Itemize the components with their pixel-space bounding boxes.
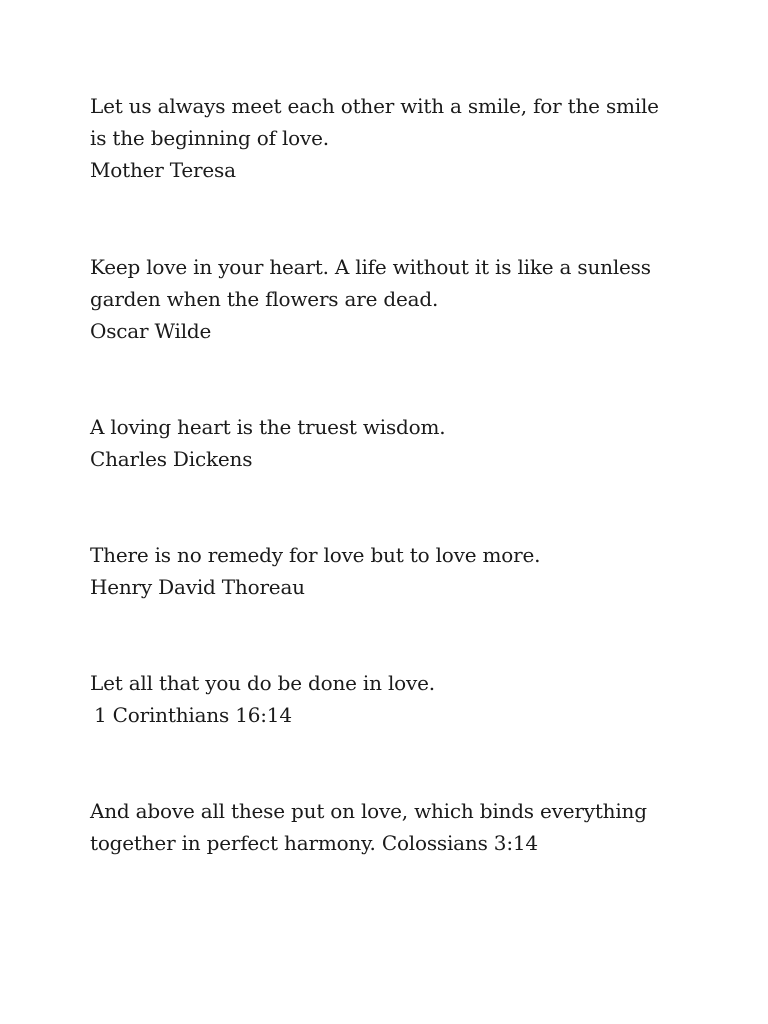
quote-block <box>90 251 651 347</box>
quote-text-line: Let us always meet each other with a smile, for the smile <box>90 94 659 118</box>
quote-text-line: Keep love in your heart. A life without it is like a sunless <box>90 255 651 279</box>
quote-block <box>90 411 445 475</box>
quote-text-line: garden when the flowers are dead. <box>90 287 439 311</box>
quote-attribution: Oscar Wilde <box>90 319 212 343</box>
quote-attribution: Mother Teresa <box>90 158 236 182</box>
quote-block <box>90 795 647 859</box>
quote-text-line: is the beginning of love. <box>90 126 329 150</box>
quote-text-line: together in perfect harmony. Colossians 3:14 <box>90 831 538 855</box>
quote-attribution: Henry David Thoreau <box>90 575 305 599</box>
quote-block <box>90 90 659 186</box>
quote-block <box>90 539 540 603</box>
quote-text-line: There is no remedy for love but to love more. <box>90 543 541 567</box>
quote-block <box>90 667 435 731</box>
quote-attribution: 1 Corinthians 16:14 <box>94 703 292 727</box>
quote-text-line: A loving heart is the truest wisdom. <box>90 415 446 439</box>
quote-text-line: Let all that you do be done in love. <box>90 671 435 695</box>
quote-text-line: And above all these put on love, which binds everything <box>90 799 647 823</box>
quote-attribution: Charles Dickens <box>90 447 253 471</box>
